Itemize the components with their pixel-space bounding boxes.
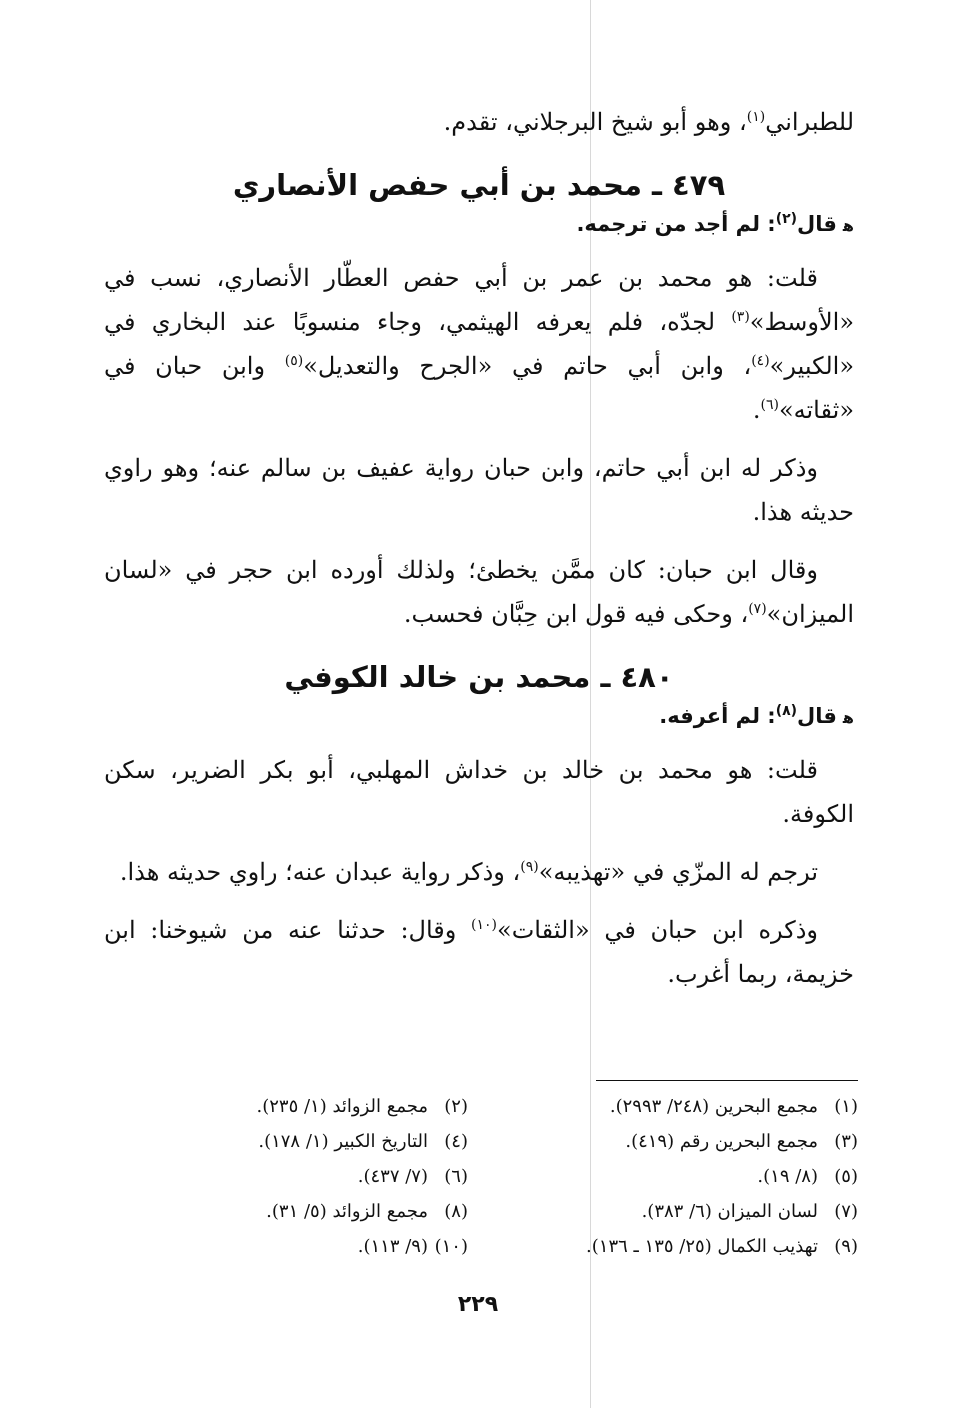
paragraph-text: ، وابن أبي حاتم في «الجرح والتعديل» — [303, 352, 752, 380]
footnote-text: التاريخ الكبير (١/ ١٧٨). — [258, 1131, 428, 1152]
paragraph-gap — [104, 836, 854, 850]
footnote-text: (٩/ ١١٣). — [357, 1236, 428, 1257]
footnote-2 — [98, 1091, 468, 1123]
intro-text-after: ، وهو أبو شيخ البرجلاني، تقدم. — [443, 108, 747, 136]
footnote-ref-7[interactable]: (٧) — [748, 601, 767, 617]
footnote-ref-6[interactable]: (٦) — [760, 397, 779, 413]
footnote-number: (٣) — [834, 1131, 858, 1152]
footnote-ref-10[interactable]: (١٠) — [471, 917, 498, 933]
footnotes-section — [98, 1080, 858, 1263]
paragraph-gap — [104, 432, 854, 446]
intro-text-before: للطبراني — [765, 108, 854, 136]
footnote-text: تهذيب الكمال (٢٥/ ١٣٥ ـ ١٣٦). — [586, 1236, 818, 1257]
intro-paragraph — [104, 100, 854, 144]
footnote-6 — [98, 1161, 468, 1193]
paragraph-text: ترجم له المزّي في «تهذيبه» — [538, 858, 818, 886]
entry-480-paragraph-2 — [104, 850, 854, 894]
footnote-number: (١) — [834, 1096, 858, 1117]
entry-479-paragraph-1 — [104, 256, 854, 432]
footnote-ref-9[interactable]: (٩) — [520, 859, 539, 875]
paragraph-gap — [104, 894, 854, 908]
entry-480-paragraph-1: قلت: هو محمد بن خالد بن خداش المهلبي، أبو بكر الضرير، سكن الكوفة. — [104, 756, 854, 828]
paragraph-text: . — [752, 396, 761, 424]
footnote-number: (٨) — [444, 1201, 468, 1222]
footnote-5 — [488, 1161, 858, 1193]
footnote-ref-2[interactable]: (٢) — [775, 211, 798, 227]
footnote-ref-3[interactable]: (٣) — [731, 309, 750, 325]
footnote-number: (٦) — [444, 1166, 468, 1187]
paragraph-gap — [104, 534, 854, 548]
paragraph-text: لجدّه، فلم يعرفه الهيثمي، وجاء منسوبًا عند البخاري في «الكبير» — [104, 308, 854, 380]
footnote-text: مجمع الزوائد (١/ ٢٣٥). — [256, 1096, 428, 1117]
footnote-9 — [488, 1231, 858, 1263]
qal-label: قال — [797, 704, 837, 728]
footnote-separator — [596, 1080, 858, 1081]
entry-480-heading: ٤٨٠ ـ محمد بن خالد الكوفي — [284, 660, 674, 694]
paragraph-text: ، وحكى فيه قول ابن حِبَّان فحسب. — [403, 600, 749, 628]
qal-label: قال — [797, 212, 837, 236]
footnote-10 — [98, 1231, 468, 1263]
footnote-7 — [488, 1196, 858, 1228]
paragraph-text: وذكره ابن حبان في «الثقات» — [497, 916, 818, 944]
footnote-text: مجمع الزوائد (٥/ ٣١). — [266, 1201, 428, 1222]
entry-479-qal — [104, 206, 854, 244]
paragraph-text: قلت: هو محمد بن عمر بن أبي حفص العطّار الأنصاري، نسب في «الأوسط» — [104, 264, 854, 336]
entry-479-paragraph-3 — [104, 548, 854, 636]
qal-text: : لم أجد من ترجمه. — [576, 212, 776, 236]
footnote-number: (٩) — [834, 1236, 858, 1257]
footnote-text: (٧/ ٤٣٧). — [357, 1166, 428, 1187]
footnote-number: (٥) — [834, 1166, 858, 1187]
footnote-number: (١٠) — [434, 1236, 468, 1257]
footnote-text: مجمع البحرين رقم (٤١٩). — [625, 1131, 818, 1152]
haythami-mark-icon: ﻫ — [842, 216, 854, 235]
paragraph-text: ، وذكر رواية عبدان عنه؛ راوي حديثه هذا. — [119, 858, 521, 886]
footnotes-list — [98, 1091, 858, 1263]
footnote-8 — [98, 1196, 468, 1228]
footnote-number: (٧) — [834, 1201, 858, 1222]
footnote-4 — [98, 1126, 468, 1158]
footnote-text: لسان الميزان (٦/ ٣٨٣). — [641, 1201, 818, 1222]
entry-479-paragraph-2: وذكر له ابن أبي حاتم، وابن حبان رواية عفيف بن سالم عنه؛ وهو راوي حديثه هذا. — [104, 454, 854, 526]
entry-479-heading: ٤٧٩ ـ محمد بن أبي حفص الأنصاري — [232, 168, 726, 202]
haythami-mark-icon: ﻫ — [842, 708, 854, 727]
footnote-1 — [488, 1091, 858, 1123]
footnote-ref-1[interactable]: (١) — [746, 109, 766, 125]
paragraph-text: وقال: حدثنا عنه من شيوخنا: ابن خزيمة، ربما أغرب. — [104, 916, 854, 988]
footnote-text: مجمع البحرين (٢٤٨/ ٢٩٩٣). — [609, 1096, 818, 1117]
footnote-number: (٤) — [444, 1131, 468, 1152]
footnote-text: (٨/ ١٩). — [757, 1166, 818, 1187]
paragraph-text: وابن حبان في «ثقاته» — [104, 352, 854, 424]
entry-480-paragraph-3 — [104, 908, 854, 996]
paragraph-text: وقال ابن حبان: كان ممَّن يخطئ؛ ولذلك أورده ابن حجر في «لسان الميزان» — [104, 556, 854, 628]
page-number: ٢٢٩ — [457, 1292, 499, 1317]
page-body — [104, 100, 854, 996]
footnote-3 — [488, 1126, 858, 1158]
entry-480-qal — [104, 698, 854, 736]
qal-text: : لم أعرفه. — [659, 704, 776, 728]
footnote-ref-4[interactable]: (٤) — [751, 353, 770, 369]
footnote-ref-5[interactable]: (٥) — [284, 353, 304, 369]
footnote-number: (٢) — [444, 1096, 468, 1117]
footnote-ref-8[interactable]: (٨) — [775, 703, 798, 719]
